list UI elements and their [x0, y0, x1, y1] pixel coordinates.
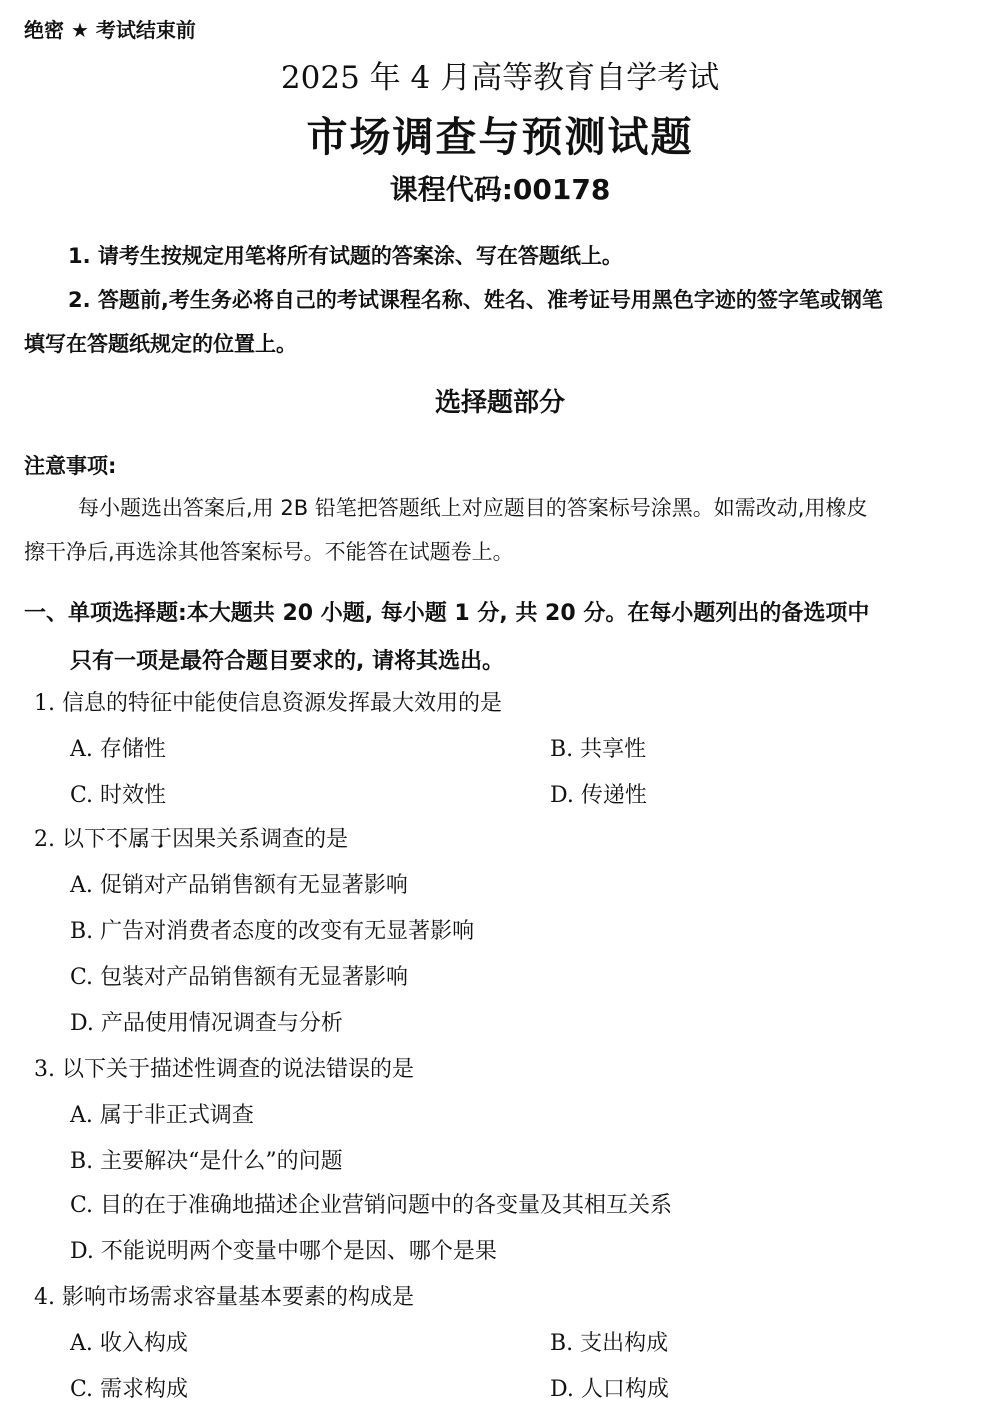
- question-stem: 信息的特征中能使信息资源发挥最大效用的是: [62, 691, 503, 716]
- q4-option-c: C. 需求构成: [70, 1377, 189, 1402]
- q2-option-d: D. 产品使用情况调查与分析: [70, 1011, 343, 1036]
- emphasis-char: 不: [106, 827, 129, 852]
- exam-title: 2025 年 4 月高等教育自学考试: [280, 60, 720, 96]
- question-number: 3.: [34, 1057, 55, 1082]
- instruction-2-line1: 2. 答题前,考生务必将自己的考试课程名称、姓名、准考证号用黑色字迹的签字笔或钢笔: [68, 288, 883, 312]
- emphasis-char: 错: [326, 1057, 349, 1082]
- q2-option-a: A. 促销对产品销售额有无显著影响: [70, 873, 408, 898]
- question-number: 2.: [34, 827, 55, 852]
- notice-title: 注意事项:: [24, 454, 117, 478]
- q2-option-c: C. 包装对产品销售额有无显著影响: [70, 965, 409, 990]
- q3-option-a: A. 属于非正式调查: [70, 1103, 254, 1128]
- question-number: 4.: [34, 1285, 55, 1310]
- q3-option-b: B. 主要解决“是什么”的问题: [70, 1149, 343, 1174]
- q1-option-d: D. 传递性: [550, 783, 647, 808]
- section-title: 选择题部分: [434, 388, 565, 418]
- notice-line1: 每小题选出答案后,用 2B 铅笔把答题纸上对应题目的答案标号涂黑。如需改动,用橡皮: [78, 496, 868, 520]
- q4-option-d: D. 人口构成: [550, 1377, 669, 1402]
- instruction-2-line2: 填写在答题纸规定的位置上。: [24, 332, 297, 356]
- q4-option-a: A. 收入构成: [70, 1331, 188, 1356]
- course-code: 课程代码:00178: [389, 173, 611, 206]
- subject-title: 市场调查与预测试题: [306, 113, 694, 161]
- emphasis-char: 于: [150, 827, 173, 852]
- part1-heading-line1: 一、单项选择题:本大题共 20 小题, 每小题 1 分, 共 20 分。在每小题列出的备选项中: [24, 601, 870, 626]
- q1-option-a: A. 存储性: [70, 737, 166, 762]
- q3-option-c: C. 目的在于准确地描述企业营销问题中的各变量及其相互关系: [70, 1193, 673, 1218]
- instruction-1: 1. 请考生按规定用笔将所有试题的答案涂、写在答题纸上。: [68, 244, 623, 268]
- q4-option-b: B. 支出构成: [550, 1331, 669, 1356]
- question-2: 2. 以下不属于因果关系调查的是: [34, 822, 348, 853]
- question-3: 3. 以下关于描述性调查的说法错误的是: [34, 1052, 414, 1083]
- question-stem: 影响市场需求容量基本要素的构成是: [62, 1285, 415, 1310]
- confidential-label: 绝密 ★ 考试结束前: [24, 18, 196, 42]
- part1-heading-line2: 只有一项是最符合题目要求的, 请将其选出。: [70, 649, 505, 674]
- q3-option-d: D. 不能说明两个变量中哪个是因、哪个是果: [70, 1239, 497, 1264]
- question-4: [34, 1280, 414, 1311]
- q2-option-b: B. 广告对消费者态度的改变有无显著影响: [70, 919, 475, 944]
- notice-line2: 擦干净后,再选涂其他答案标号。不能答在试题卷上。: [24, 540, 514, 564]
- q1-option-c: C. 时效性: [70, 783, 167, 808]
- emphasis-char: 误: [348, 1057, 371, 1082]
- emphasis-char: 属: [128, 827, 151, 852]
- q1-option-b: B. 共享性: [550, 737, 647, 762]
- question-1: [34, 686, 502, 717]
- question-number: 1.: [34, 691, 55, 716]
